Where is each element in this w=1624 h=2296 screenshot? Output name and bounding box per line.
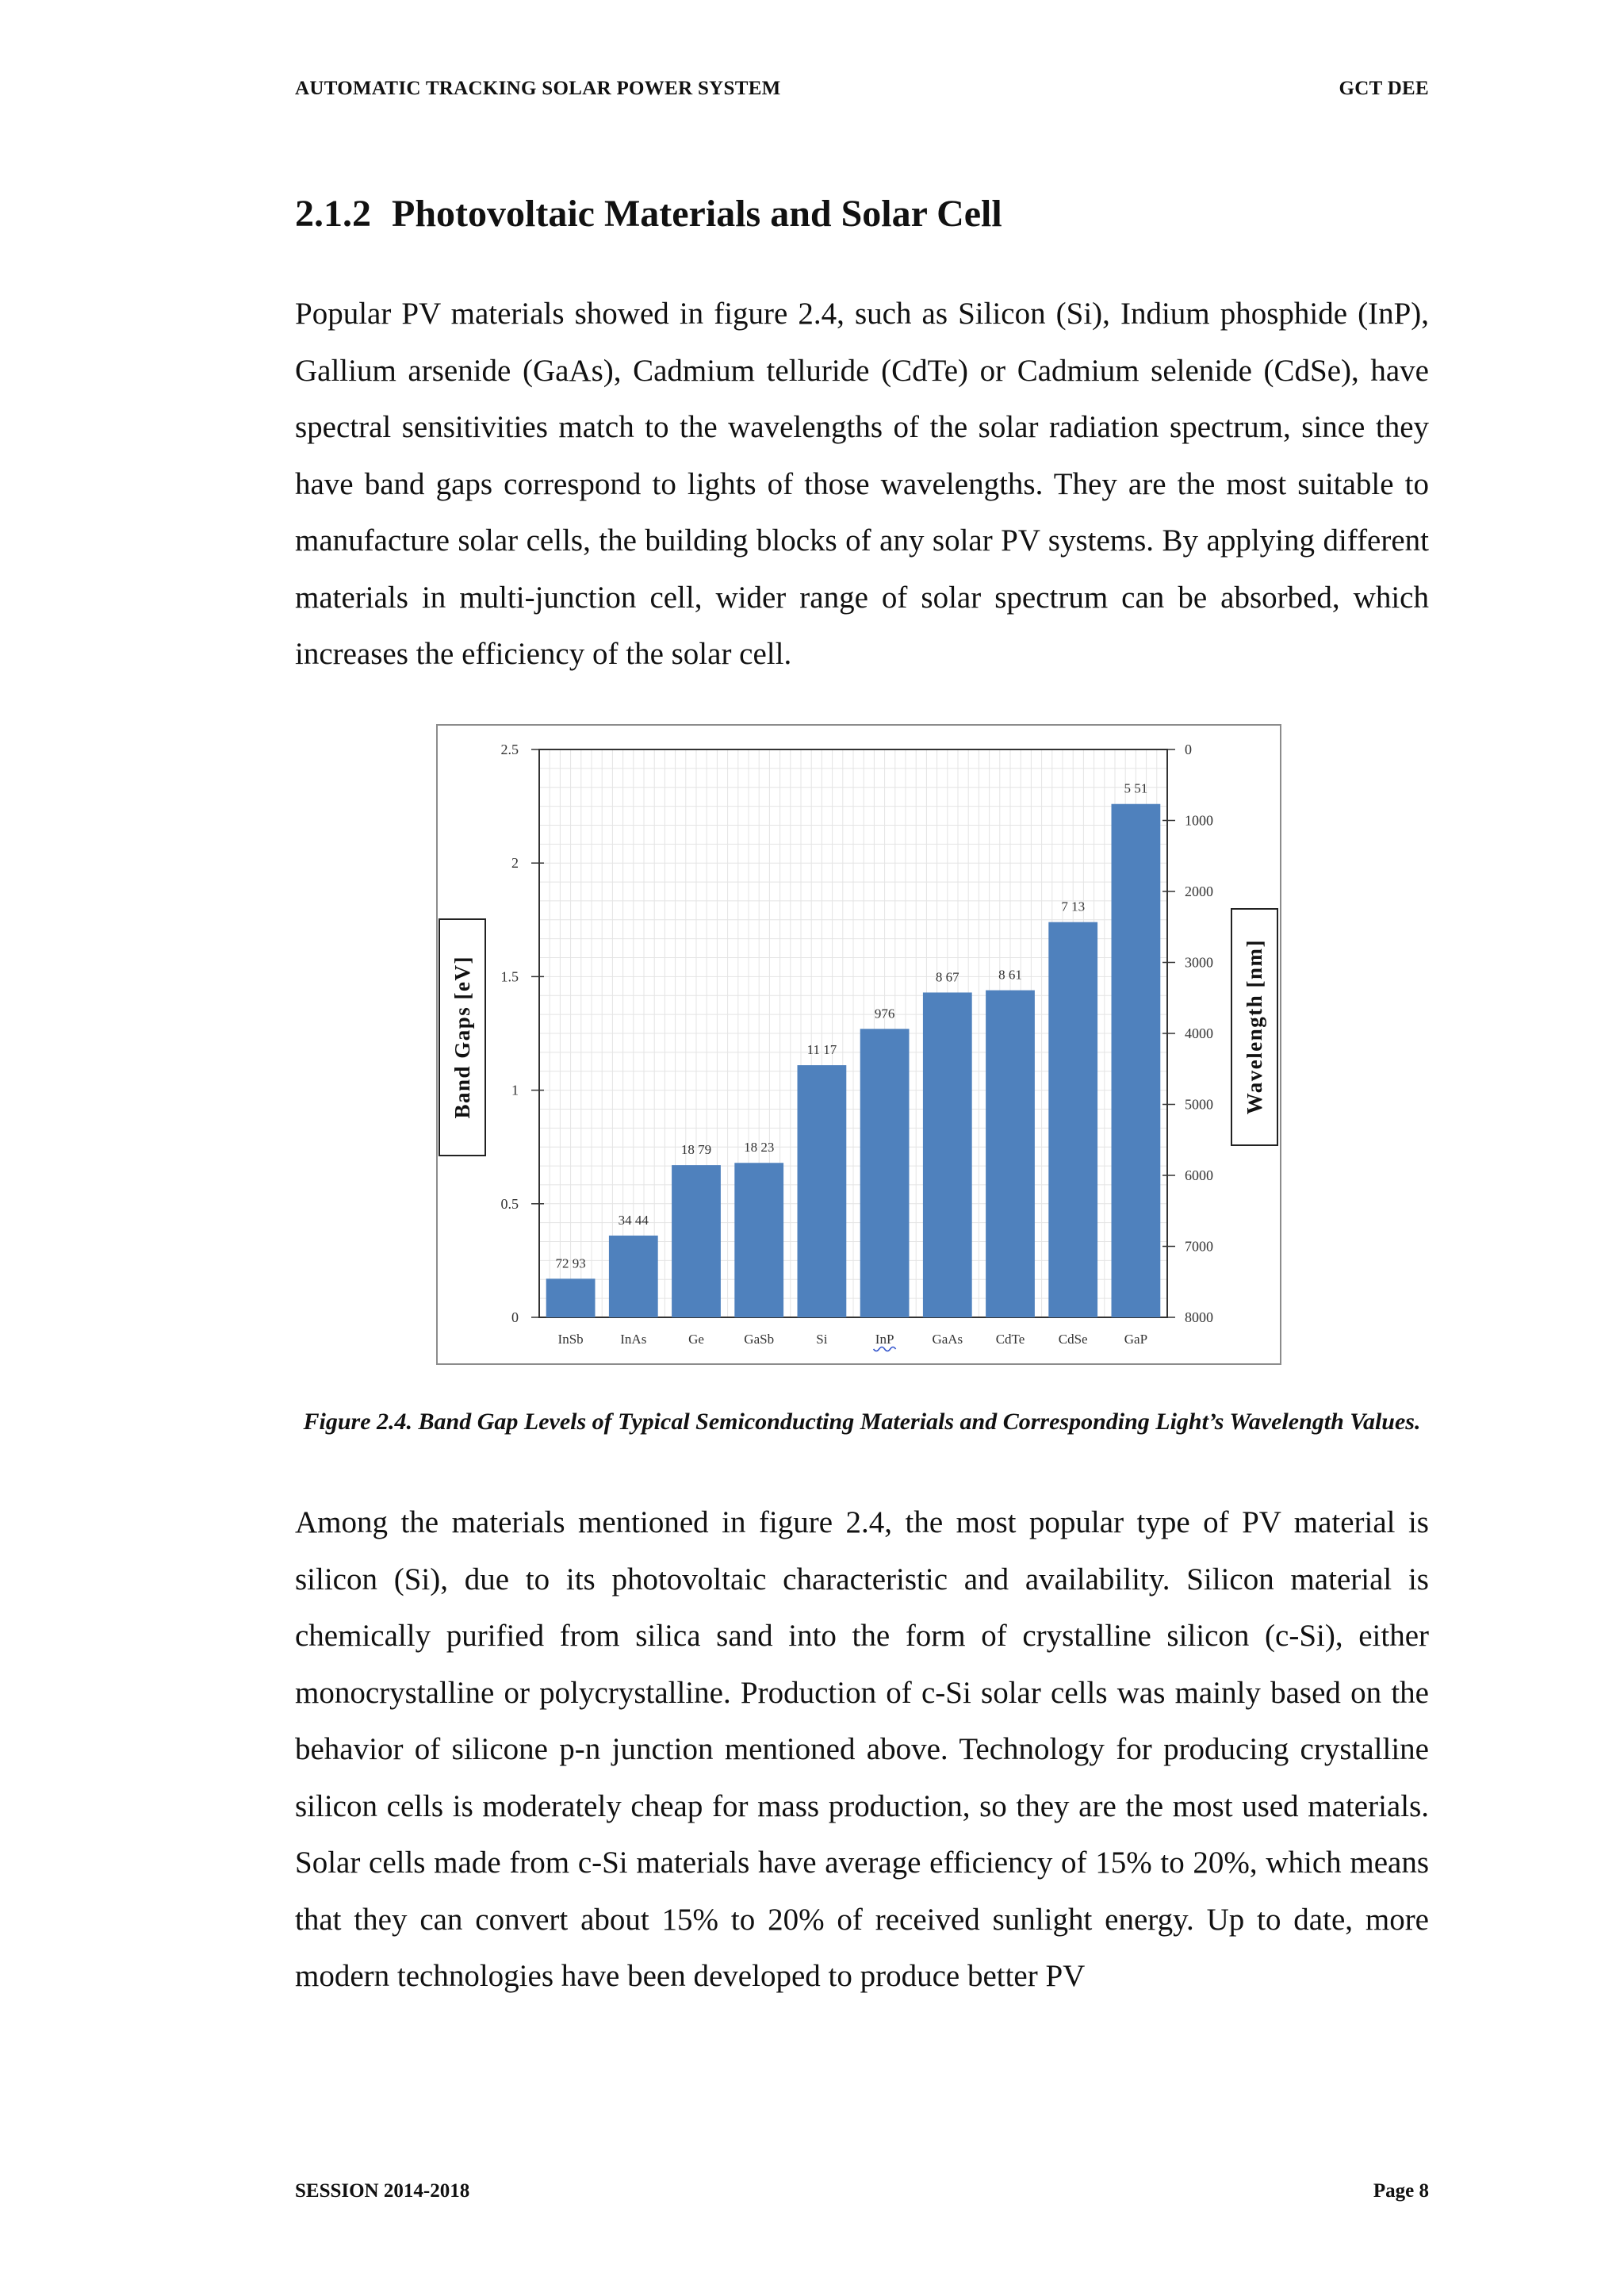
data-label: 8 67	[935, 969, 959, 985]
running-header	[295, 78, 1429, 100]
paragraph-intro: Popular PV materials showed in figure 2.4, such as Silicon (Si), Indium phosphide (InP), Gallium arsenide (GaAs), Cadmium telluride (CdTe) or Cadmium selenide (CdSe), have spectral sensitivities match to the wavelengths of the solar radiation spectrum, since they have band gaps correspond to lights of those wavelengths. They are the most suitable to manufacture solar cells, the building blocks of any solar PV systems. By applying different materials in multi-junction cell, wider range of solar spectrum can be absorbed, which increases the efficiency of the solar cell.	[295, 297, 1429, 671]
y2-axis-label-box	[1231, 908, 1278, 1146]
data-label: 7 13	[1061, 899, 1086, 914]
data-label: 18 23	[744, 1140, 775, 1156]
bar-inp	[860, 1029, 910, 1317]
band-gap-chart	[438, 726, 1280, 1363]
data-label: 18 79	[680, 1142, 712, 1158]
bar-ge	[672, 1165, 721, 1317]
y2-tick-label: 4000	[1185, 1025, 1213, 1041]
y-tick-label: 0	[511, 1309, 519, 1325]
x-tick-label: Ge	[688, 1332, 704, 1347]
paragraph-silicon: Among the materials mentioned in figure 2.4, the most popular type of PV material is silicon (Si), due to its photovoltaic characteristic and availability. Silicon material is chemically purified from silica sand into the form of crystalline silicon (c-Si), either monocrystalline or polycrystalline. Production of c-Si solar cells was mainly based on the behavior of silicone p-n junction mentioned above. Technology for producing crystalline silicon cells is moderately cheap for mass production, so they are the most used materials. Solar cells made from c-Si materials have average efficiency of 15% to 20%, which means that they can convert about 15% to 20% of received sunlight energy. Up to date, more modern technologies have been developed to produce better PV	[295, 1505, 1429, 1993]
footer-session: SESSION 2014-2018	[295, 2180, 470, 2202]
data-label: 34 44	[618, 1212, 649, 1228]
data-label: 5 51	[1124, 780, 1148, 796]
y-tick-label: 2	[511, 855, 519, 872]
y2-tick-label: 2000	[1185, 884, 1213, 899]
x-tick-label: CdSe	[1058, 1332, 1088, 1347]
y2-tick-label: 1000	[1185, 812, 1213, 829]
header-department: GCT DEE	[1339, 78, 1429, 99]
bar-gaas	[923, 992, 972, 1317]
section-heading	[295, 192, 1002, 236]
figure-2-4	[436, 724, 1281, 1365]
x-tick-label: GaAs	[932, 1332, 963, 1347]
footer-page-number: Page 8	[1373, 2180, 1429, 2202]
x-tick-label: InSb	[557, 1332, 584, 1347]
y2-tick-label: 6000	[1185, 1167, 1213, 1183]
figure-caption: Figure 2.4. Band Gap Levels of Typical Semiconducting Materials and Corresponding Light’s Wavelength Values.	[303, 1409, 1421, 1435]
y-tick-label: 0.5	[500, 1195, 519, 1212]
data-label: 72 93	[555, 1255, 586, 1271]
header-title: AUTOMATIC TRACKING SOLAR POWER SYSTEM	[295, 78, 781, 99]
bar-inas	[609, 1236, 658, 1317]
y2-tick-label: 0	[1185, 742, 1192, 757]
bar-si	[798, 1065, 847, 1317]
x-tick-label: CdTe	[995, 1332, 1025, 1347]
section-title: Photovoltaic Materials and Solar Cell	[392, 193, 1002, 235]
y-tick-label: 1	[511, 1082, 519, 1098]
x-tick-label: InP	[875, 1332, 894, 1347]
bar-gasb	[734, 1163, 783, 1317]
x-tick-label: InAs	[620, 1332, 647, 1347]
y2-tick-label: 3000	[1185, 954, 1213, 971]
bar-cdse	[1048, 922, 1097, 1317]
y2-tick-label: 8000	[1185, 1309, 1213, 1325]
running-footer	[295, 2180, 1429, 2202]
data-label: 976	[874, 1006, 895, 1022]
x-tick-label: Si	[816, 1332, 828, 1347]
x-tick-label: GaSb	[744, 1332, 775, 1347]
bar-insb	[546, 1278, 596, 1317]
data-label: 11 17	[806, 1042, 837, 1058]
y-tick-label: 2.5	[500, 742, 519, 757]
y-tick-label: 1.5	[500, 968, 519, 985]
section-number: 2.1.2	[295, 193, 371, 235]
y-axis-label: Band Gaps [eV]	[450, 956, 474, 1119]
bar-cdte	[986, 991, 1035, 1317]
y-axis-label-box	[439, 918, 486, 1156]
y2-tick-label: 5000	[1185, 1096, 1213, 1113]
bar-gap	[1112, 804, 1161, 1317]
data-label: 8 61	[998, 967, 1022, 983]
x-tick-label: GaP	[1124, 1332, 1148, 1347]
y2-axis-label: Wavelength [nm]	[1242, 939, 1266, 1115]
y2-tick-label: 7000	[1185, 1238, 1213, 1255]
spellcheck-underline	[874, 1347, 896, 1351]
